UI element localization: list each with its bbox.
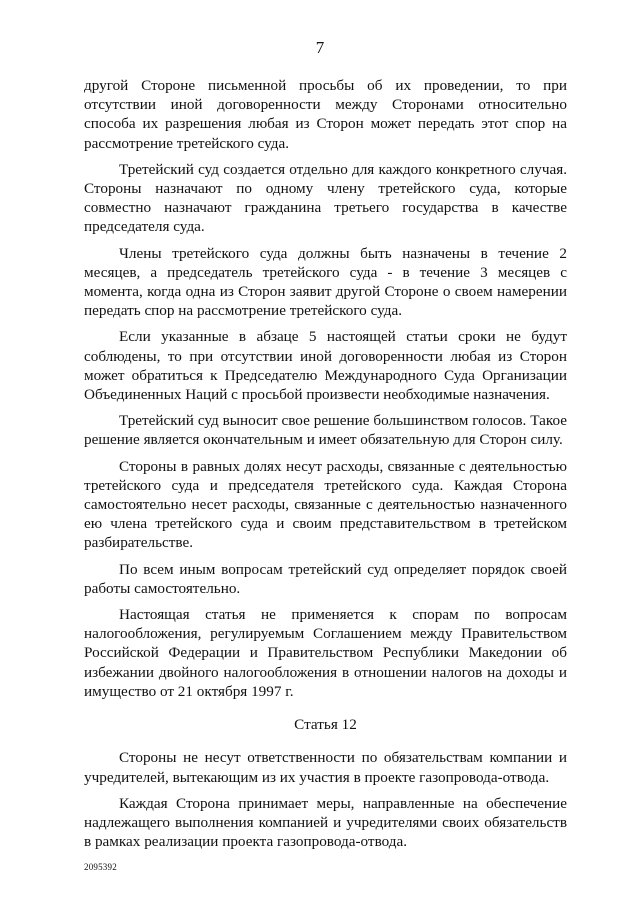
page-number: 7 (315, 38, 325, 57)
document-code: 2095392 (84, 862, 117, 872)
paragraph-tax-exclusion: Настоящая статья не применяется к спорам по вопросам налогообложения, регулируемым Соглашением между Правительством Российской Федерации и Правительством Республики Македонии об избежании двойного налогообложения в отношении налогов на доходы и имущество от 21 октября 1997 г. (84, 606, 567, 700)
paragraph-procedure: По всем иным вопросам третейский суд определяет порядок своей работы самостоятельно. (84, 560, 567, 597)
paragraph-obligations: Каждая Сторона принимает меры, направленные на обеспечение надлежащего выполнения компанией и учредителями своих обязательств в рамках реализации проекта газопровода-отвода. (84, 794, 567, 851)
article-heading: Статья 12 (294, 716, 357, 734)
paragraph-majority-decision: Третейский суд выносит свое решение большинством голосов. Такое решение является окончательным и имеет обязательную для Сторон силу. (84, 412, 567, 449)
paragraph-missed-deadlines: Если указанные в абзаце 5 настоящей статьи сроки не будут соблюдены, то при отсутствии иной договоренности любая из Сторон может обратиться к Председателю Международного Суда Организации Объединенных Наций с просьбой произвести необходимые назначения. (84, 328, 567, 404)
document-body (84, 76, 567, 858)
paragraph-continuation: другой Стороне письменной просьбы об их проведении, то при отсутствии иной договоренности между Сторонами относительно способа их разрешения любая из Сторон может передать этот спор на рассмотрение третейского суда. (84, 77, 567, 152)
paragraph-appointment-deadlines: Члены третейского суда должны быть назначены в течение 2 месяцев, а председатель третейского суда - в течение 3 месяцев с момента, когда одна из Сторон заявит другой Стороне о своем намерении передать спор на рассмотрение третейского суда. (84, 244, 567, 320)
paragraph-tribunal-formation: Третейский суд создается отдельно для каждого конкретного случая. Стороны назначают по одному члену третейского суда, которые совместно назначают гражданина третьего государства в качестве председателя суда. (84, 160, 567, 236)
paragraph-expenses: Стороны в равных долях несут расходы, связанные с деятельностью третейского суда и председателя третейского суда. Каждая Сторона самостоятельно несет расходы, связанные с деятельностью назначенного ею члена третейского суда и своим представительством в третейском разбирательстве. (84, 457, 567, 552)
paragraph-liability: Стороны не несут ответственности по обязательствам компании и учредителей, вытекающим из их участия в проекте газопровода-отвода. (84, 749, 567, 786)
